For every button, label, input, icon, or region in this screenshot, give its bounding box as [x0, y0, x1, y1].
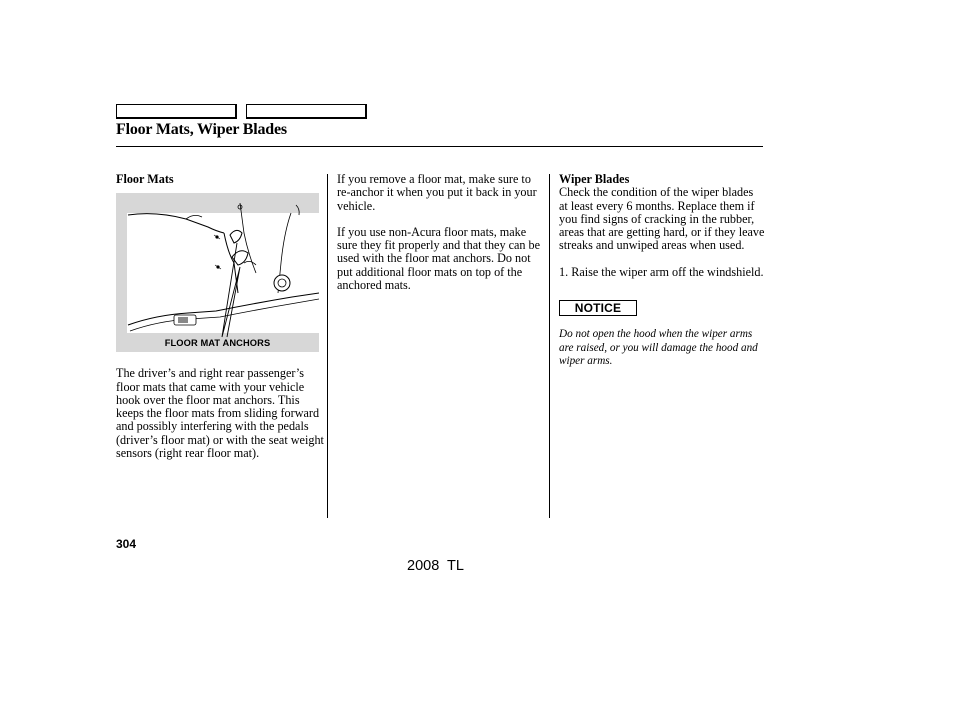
column-floor-mats-continued	[337, 173, 543, 292]
wiper-blades-paragraph: Check the condition of the wiper blades at least every 6 months. Replace them if you find signs of cracking in the rubber, areas that are getting hard, or if they leave streaks and unwiped areas when used.	[559, 185, 765, 253]
notice-label: NOTICE	[574, 301, 622, 316]
notice-text: Do not open the hood when the wiper arms are raised, or you will damage the hood and wiper arms.	[559, 328, 758, 367]
footer-model: 2008 TL	[407, 558, 464, 574]
reanchor-paragraph: If you remove a floor mat, make sure to re-anchor it when you put it back in your vehicle.	[337, 172, 537, 213]
page-title: Floor Mats, Wiper Blades	[116, 121, 287, 138]
page-number: 304	[116, 537, 137, 551]
nav-button-left[interactable]	[116, 104, 237, 119]
column-wiper-blades	[559, 173, 765, 368]
non-acura-mats-paragraph: If you use non-Acura floor mats, make sure they fit properly and that they can be used with the floor mat anchors. Do not put additional floor mats on top of the anchored mats.	[337, 224, 541, 293]
section-heading-wiper-blades: Wiper Blades	[559, 172, 630, 186]
figure-caption: FLOOR MAT ANCHORS	[164, 338, 271, 349]
column-divider-2	[549, 174, 550, 518]
nav-button-right[interactable]	[246, 104, 367, 119]
floor-mat-anchors-illustration	[116, 193, 319, 352]
notice-badge	[559, 300, 637, 316]
floor-mats-paragraph: The driver’s and right rear passenger’s floor mats that came with your vehicle hook over the floor mat anchors. This keeps the floor mats from sliding forward and possibly interfering with the pedals (driver’s floor mat) or with the seat weight sensors (right rear floor mat).	[116, 366, 324, 461]
wiper-step-1: 1. Raise the wiper arm off the windshield.	[559, 264, 764, 279]
title-divider	[116, 146, 763, 147]
column-floor-mats	[116, 173, 324, 460]
floor-mat-anchors-drawing	[116, 193, 319, 352]
section-heading-floor-mats: Floor Mats	[116, 172, 174, 186]
column-divider-1	[327, 174, 328, 518]
